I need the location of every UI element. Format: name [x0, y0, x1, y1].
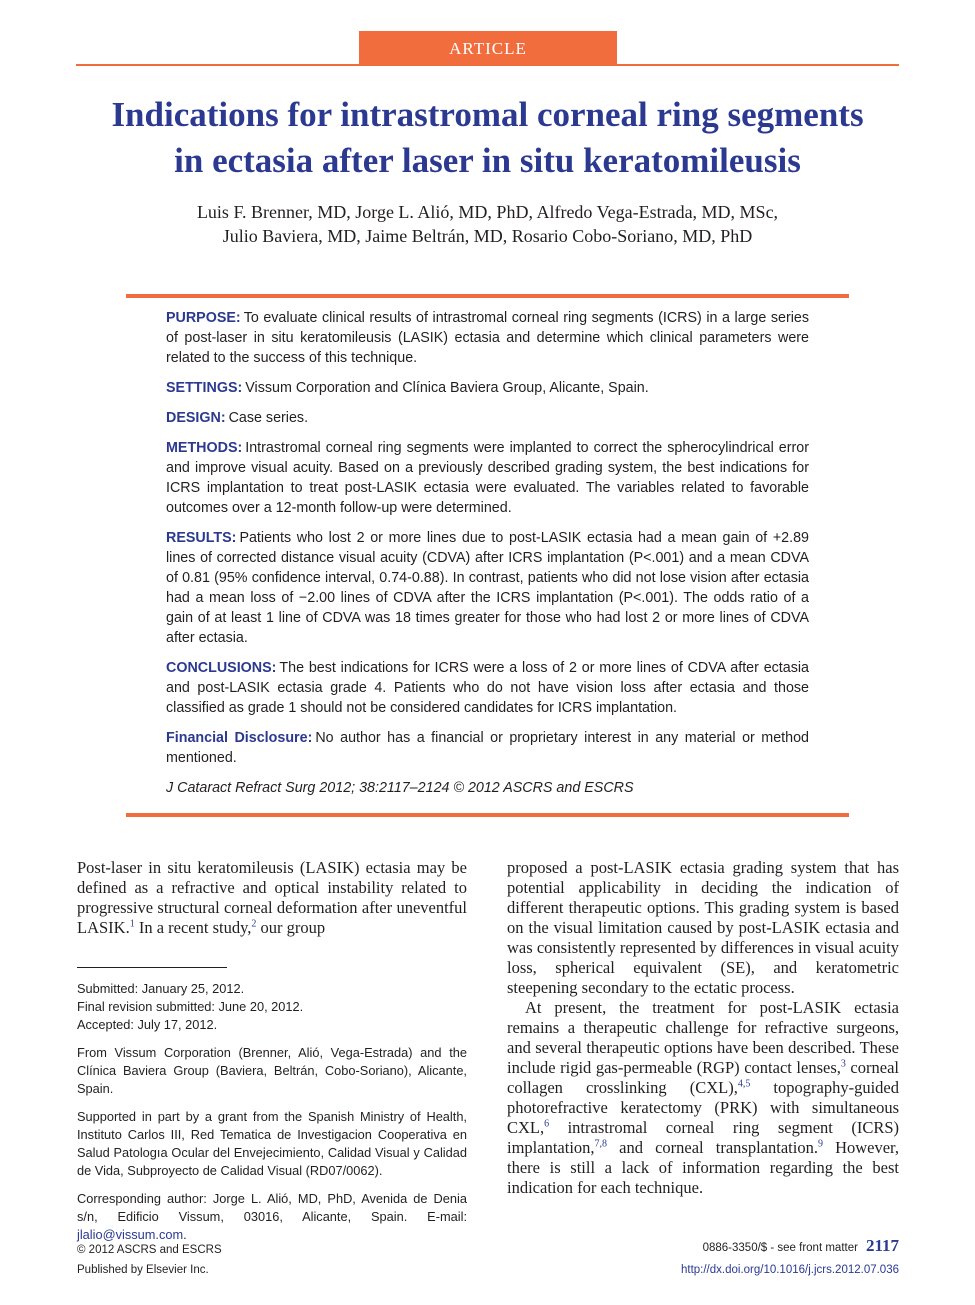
- email-link[interactable]: jlalio@vissum.com: [77, 1227, 184, 1242]
- intro-paragraph: Post-laser in situ keratomileusis (LASIK) ectasia may be defined as a refractive and optical instability related to progressive structural corneal deformation after uneventful LASIK.$^1$ In a recent study,$^2$ our group: [77, 858, 467, 937]
- body-right-column: [507, 858, 899, 1198]
- conclusions-label: CONCLUSIONS:: [166, 660, 277, 676]
- disclosure-text: No author has a financial or proprietary interest in any material or method mentioned.: [166, 730, 809, 766]
- abstract-purpose: [166, 308, 809, 368]
- abstract-settings: [166, 378, 809, 398]
- ref-link-6[interactable]: 6: [544, 1118, 550, 1130]
- ref-link-9[interactable]: 9: [817, 1138, 823, 1150]
- abstract-top-rule: [126, 294, 849, 298]
- results-text: Patients who lost 2 or more lines due to post-LASIK ectasia had a mean gain of +2.89 lines of corrected distance visual acuity (CDVA) after ICRS implantation (P<.001) and a mean CDVA of 0.81 (95% confidence interval, 0.74-0.88). In contrast, patients who did not lose vision after ectasia had a mean loss of −2.00 lines of CDVA after the ICRS implantation (P<.001). The odds ratio of a gain of at least 1 line of CDVA was 18 times greater for those who had lost 2 or more lines of CDVA after ectasia.: [166, 530, 809, 646]
- abstract-conclusions: [166, 658, 809, 718]
- methods-text: Intrastromal corneal ring segments were implanted to correct the spherocylindrical error and improve visual acuity. Based on a previously described grading system, the best indications for ICRS implantation to treat post-LASIK ectasia were evaluated. The variables related to favorable outcomes over a 12-month follow-up were determined.: [166, 440, 809, 516]
- accepted-date: Accepted: July 17, 2012.: [77, 1017, 218, 1032]
- disclosure-label: Financial Disclosure:: [166, 730, 313, 746]
- abstract-disclosure: [166, 728, 809, 768]
- revision-date: Final revision submitted: June 20, 2012.: [77, 999, 304, 1014]
- corresponding-author-note: Corresponding author: Jorge L. Alió, MD, PhD, Avenida de Denia s/n, Edificio Vissum, 03016, Alicante, Spain. E-mail: jlalio@vissum.com.: [77, 1191, 467, 1242]
- article-type-tab: ARTICLE: [359, 31, 617, 66]
- ref-link-7-8[interactable]: 7,8: [594, 1138, 608, 1150]
- abstract-methods: [166, 438, 809, 518]
- footer-copyright: © 2012 ASCRS and ESCRS: [77, 1244, 222, 1256]
- settings-text: Vissum Corporation and Clínica Baviera Group, Alicante, Spain.: [245, 380, 649, 396]
- results-label: RESULTS:: [166, 530, 237, 546]
- grading-paragraph: proposed a post-LASIK ectasia grading system that has potential applicability in deciding the indication of different therapeutic options. This grading system is based on the visual limitation caused by post-LASIK ectasia and was consistently represented by differences in visual acuity loss, spherical equivalent (SE), and keratometric steepening secondary to the ectatic process.: [507, 858, 899, 997]
- abstract: [166, 308, 809, 808]
- authors-line-1: Luis F. Brenner, MD, Jorge L. Alió, MD, PhD, Alfredo Vega-Estrada, MD, MSc,: [196, 202, 779, 222]
- page-number: 2117: [865, 1236, 899, 1255]
- ref-link-4-5[interactable]: 4,5: [737, 1078, 751, 1090]
- ref-link-1[interactable]: 1: [129, 918, 135, 930]
- abstract-results: [166, 528, 809, 648]
- ref-link-3[interactable]: 3: [840, 1058, 846, 1070]
- ref-link-2[interactable]: 2: [251, 918, 257, 930]
- article-notes: [77, 980, 467, 1254]
- title-line-1: Indications for intrastromal corneal ring segments: [111, 95, 864, 134]
- title-line-2: in ectasia after laser in situ keratomileusis: [174, 141, 801, 180]
- doi-link[interactable]: http://dx.doi.org/10.1016/j.jcrs.2012.07.036: [680, 1264, 899, 1276]
- footer-right: [499, 1236, 899, 1280]
- treatment-paragraph: At present, the treatment for post-LASIK ectasia remains a therapeutic challenge for refractive surgeons, and several therapeutic options have been described. These include rigid gas-permeable (RGP) contact lenses,$^3$ corneal collagen crosslinking (CXL),$^{4,5}$ topography-guided photorefractive keratectomy (PRK) with simultaneous CXL,$^6$ intrastromal corneal ring segment (ICRS) implantation,$^{7,8}$ and corneal transplantation.$^9$ However, there is still a lack of information regarding the best indication for each technique.: [507, 998, 900, 1197]
- abstract-design: [166, 408, 809, 428]
- footer-issn-line: [499, 1236, 899, 1258]
- footnote-rule: [77, 967, 227, 968]
- conclusions-text: The best indications for ICRS were a loss of 2 or more lines of CDVA after ectasia and post-LASIK ectasia grade 4. Patients who do not have vision loss after ectasia and those classified as grade 1 should not be considered candidates for ICRS implantation.: [166, 660, 809, 716]
- submission-dates: [77, 980, 467, 1034]
- funding-note: Supported in part by a grant from the Spanish Ministry of Health, Instituto Carlos III, Red Tematica de Investigacion Cooperativa en Salud Patologıa Ocular del Envejecimiento, Calidad Visual y Calidad de Vida, Subproyecto de Calidad Visual (RD07/0062).: [77, 1109, 467, 1178]
- author-list: [110, 200, 865, 248]
- settings-label: SETTINGS:: [166, 380, 243, 396]
- authors-line-2: Julio Baviera, MD, Jaime Beltrán, MD, Rosario Cobo-Soriano, MD, PhD: [222, 226, 753, 246]
- affiliation-note: From Vissum Corporation (Brenner, Alió, Vega-Estrada) and the Clínica Baviera Group (Baviera, Beltrán, Cobo-Soriano), Alicante, Spain.: [77, 1045, 467, 1096]
- footer-issn: 0886-3350/$ - see front matter: [702, 1242, 858, 1254]
- design-label: DESIGN:: [166, 410, 226, 426]
- submitted-date: Submitted: January 25, 2012.: [77, 981, 245, 996]
- footer-publisher: Published by Elsevier Inc.: [77, 1264, 209, 1276]
- footer-left: [77, 1240, 377, 1280]
- purpose-label: PURPOSE:: [166, 310, 241, 326]
- body-left-column: [77, 858, 467, 938]
- purpose-text: To evaluate clinical results of intrastromal corneal ring segments (ICRS) in a large series of post-laser in situ keratomileusis (LASIK) ectasia and determine which clinical parameters were related to the success of this technique.: [166, 310, 809, 366]
- abstract-bottom-rule: [126, 813, 849, 817]
- article-title: [60, 92, 915, 184]
- design-text: Case series.: [228, 410, 309, 426]
- methods-label: METHODS:: [166, 440, 243, 456]
- journal-citation: J Cataract Refract Surg 2012; 38:2117–2124 © 2012 ASCRS and ESCRS: [166, 780, 634, 796]
